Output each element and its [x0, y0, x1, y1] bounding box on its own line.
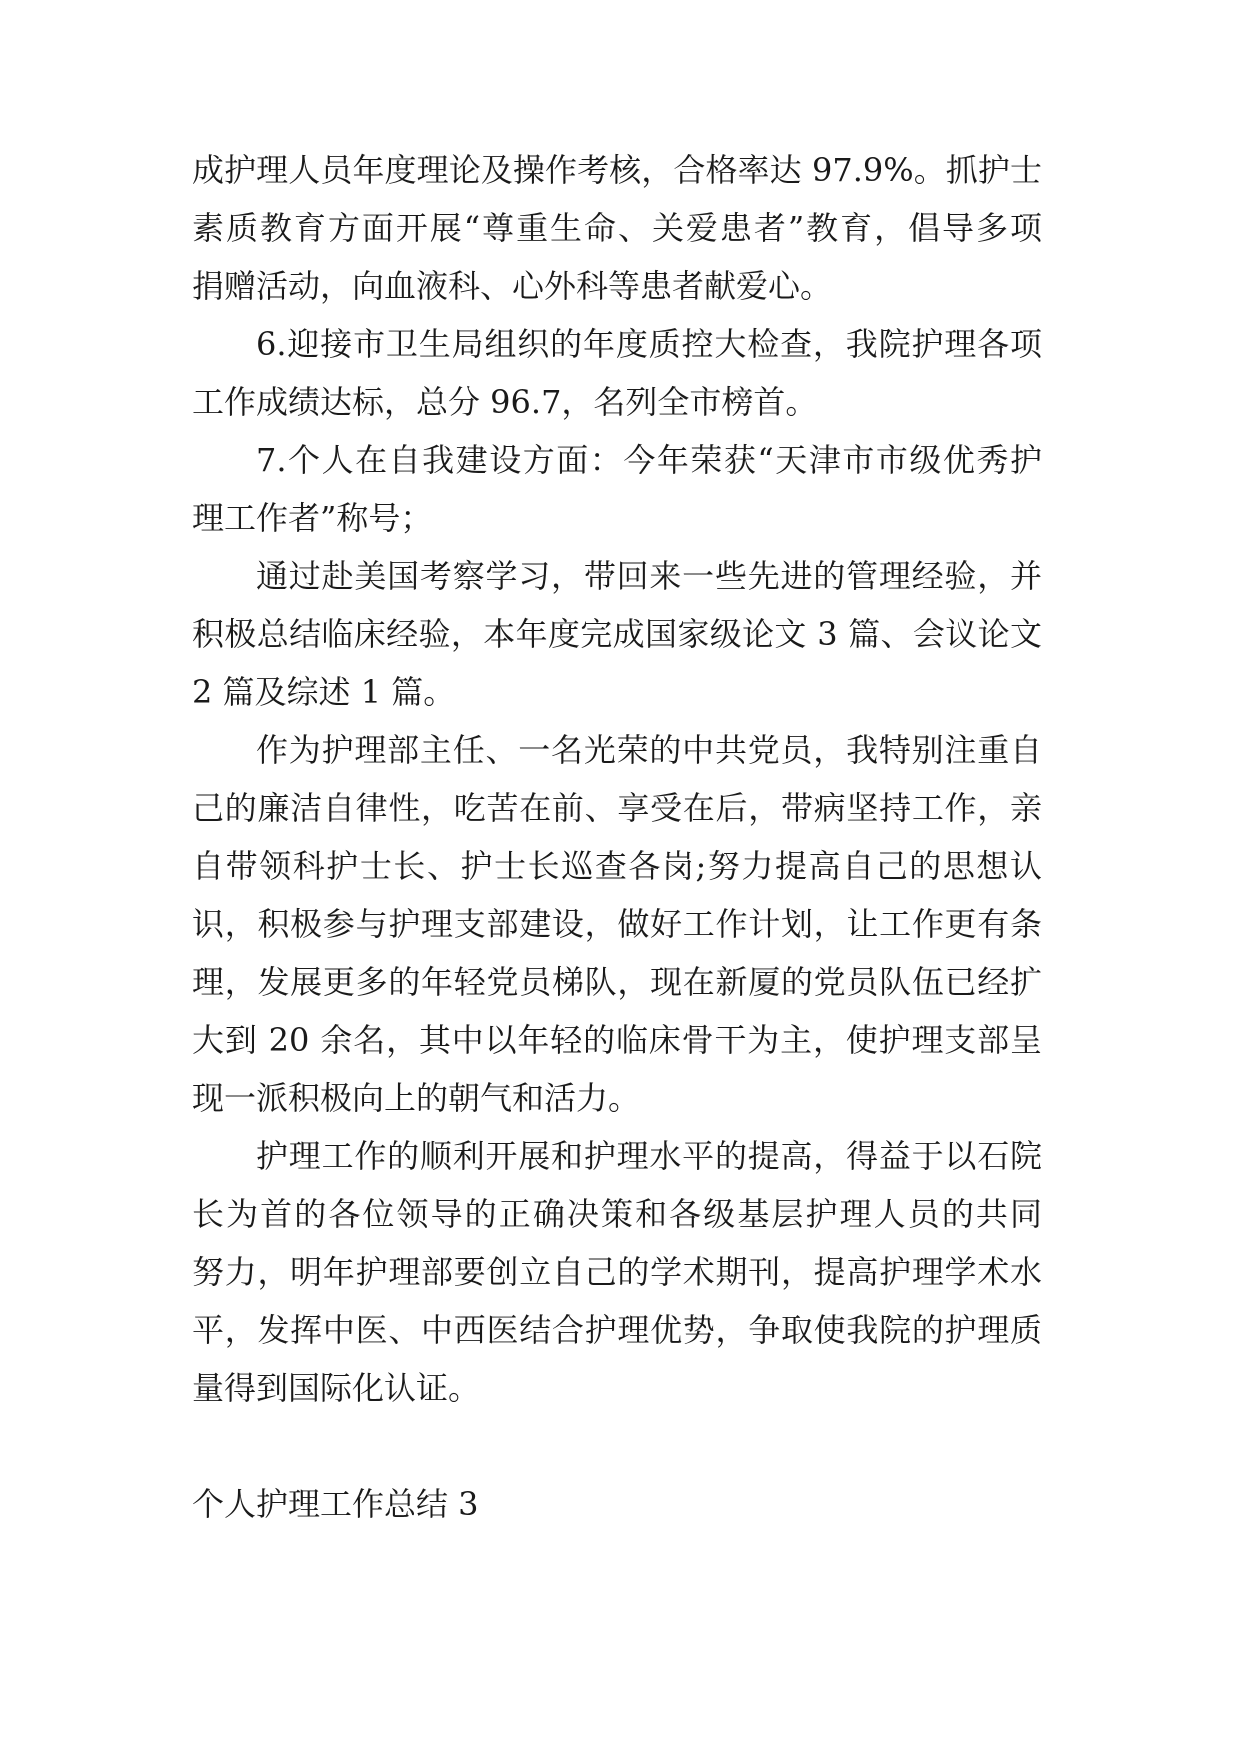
text-line: 量得到国际化认证。 — [192, 1369, 481, 1407]
section-heading: 个人护理工作总结 3 — [192, 1485, 479, 1523]
text-line: 通过赴美国考察学习，带回来一些先进的管理经验，并 — [256, 557, 1042, 595]
text-line: 捐赠活动，向血液科、心外科等患者献爱心。 — [192, 267, 833, 305]
text-line: 大到 20 余名，其中以年轻的临床骨干为主，使护理支部呈 — [192, 1021, 1042, 1059]
text-line: 己的廉洁自律性，吃苦在前、享受在后，带病坚持工作，亲 — [192, 789, 1042, 827]
text-line: 作为护理部主任、一名光荣的中共党员，我特别注重自 — [256, 731, 1042, 769]
text-line: 识，积极参与护理支部建设，做好工作计划，让工作更有条 — [192, 905, 1042, 943]
text-line: 长为首的各位领导的正确决策和各级基层护理人员的共同 — [192, 1195, 1042, 1233]
text-line: 素质教育方面开展“尊重生命、关爱患者”教育，倡导多项 — [192, 209, 1042, 247]
text-line: 工作成绩达标，总分 96.7，名列全市榜首。 — [192, 383, 818, 421]
text-line: 现一派积极向上的朝气和活力。 — [192, 1079, 641, 1117]
text-line: 平，发挥中医、中西医结合护理优势，争取使我院的护理质 — [192, 1311, 1042, 1349]
text-line: 积极总结临床经验，本年度完成国家级论文 3 篇、会议论文 — [192, 615, 1042, 653]
text-line: 2 篇及综述 1 篇。 — [192, 673, 456, 711]
text-line: 6.迎接市卫生局组织的年度质控大检查，我院护理各项 — [256, 325, 1042, 363]
text-line: 成护理人员年度理论及操作考核，合格率达 97.9%。抓护士 — [192, 151, 1042, 189]
text-line: 理工作者”称号； — [192, 499, 433, 537]
text-line: 护理工作的顺利开展和护理水平的提高，得益于以石院 — [256, 1137, 1042, 1175]
text-line: 努力，明年护理部要创立自己的学术期刊，提高护理学术水 — [192, 1253, 1042, 1291]
text-line: 自带领科护士长、护士长巡查各岗;努力提高自己的思想认 — [192, 847, 1042, 885]
text-line: 理，发展更多的年轻党员梯队，现在新厦的党员队伍已经扩 — [192, 963, 1042, 1001]
text-line: 7.个人在自我建设方面：今年荣获“天津市市级优秀护 — [256, 441, 1042, 479]
